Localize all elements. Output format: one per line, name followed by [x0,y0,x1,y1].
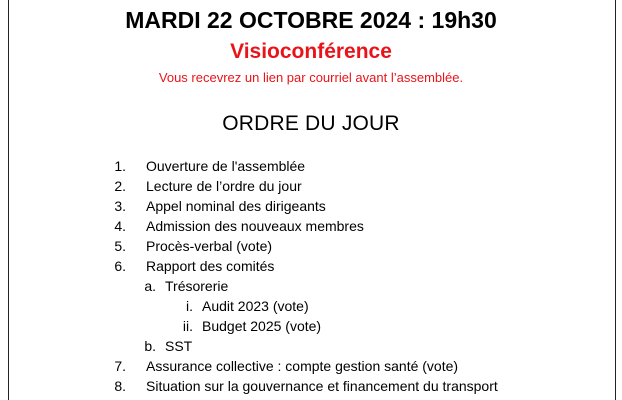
agenda-item: Ouverture de l'assemblée [146,158,306,174]
agenda-item: Situation sur la gouvernance et financement du transport [146,378,498,394]
agenda-number: 2. [114,178,126,194]
meeting-mode: Visioconférence [230,40,392,63]
agenda-number: 5. [114,238,126,254]
agenda-number: 1. [114,158,126,174]
meeting-date: MARDI 22 OCTOBRE 2024 : 19h30 [125,7,497,33]
agenda-subnumber: a. [144,278,156,294]
agenda-item: Procès-verbal (vote) [146,238,273,254]
agenda-title: ORDRE DU JOUR [222,112,400,135]
agenda-number: 8. [114,378,126,394]
agenda-number: 3. [114,198,126,214]
agenda-subsubitem: Budget 2025 (vote) [202,318,322,334]
agenda-item: Appel nominal des dirigeants [146,198,326,214]
agenda-subsubnumber: ii. [182,318,193,334]
link-notice: Vous recevrez un lien par courriel avant l’assemblée. [158,70,464,85]
agenda-item: Admission des nouveaux membres [146,218,364,234]
agenda-number: 4. [114,218,126,234]
agenda-item: Rapport des comités [146,258,275,274]
agenda-subitem: Trésorerie [165,278,229,294]
agenda-subitem: SST [165,338,193,354]
agenda-item: Assurance collective : compte gestion santé (vote) [146,358,459,374]
agenda-subsubnumber: i. [186,298,193,314]
agenda-number: 7. [114,358,126,374]
agenda-number: 6. [114,258,126,274]
agenda-subnumber: b. [144,338,156,354]
agenda-subsubitem: Audit 2023 (vote) [202,298,309,314]
agenda-item: Lecture de l’ordre du jour [146,178,302,194]
